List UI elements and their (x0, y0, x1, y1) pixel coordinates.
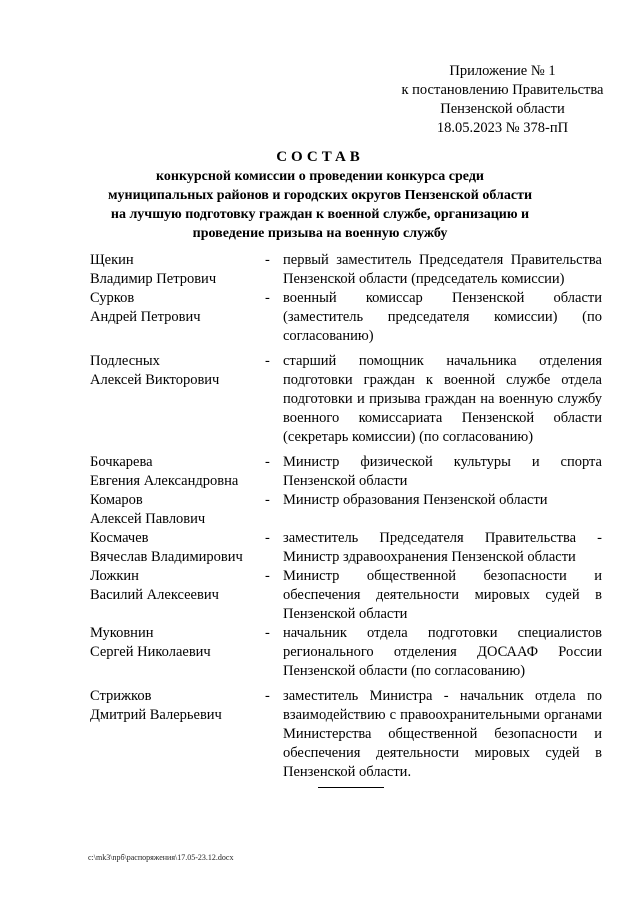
member-row (90, 491, 602, 529)
member-surname: Стрижков (90, 688, 152, 704)
member-dash: - (265, 568, 270, 584)
appendix-date-number: 18.05.2023 № 378-пП (436, 120, 569, 136)
member-surname: Муковнин (90, 625, 154, 641)
appendix-resolution-line: к постановлению Правительства (401, 82, 604, 98)
member-row (90, 624, 602, 681)
member-given-name: Владимир Петрович (90, 271, 217, 287)
member-dash: - (265, 454, 270, 470)
member-name (90, 453, 265, 491)
member-given-name: Алексей Павлович (90, 511, 206, 527)
member-given-name: Василий Алексеевич (90, 587, 219, 603)
member-position: старший помощник начальника отделения подготовки граждан к военной службе отдела подготовки и призыва граждан на военную службу военного комиссариата Пензенской области (секретарь комиссии) (по согласованию) (283, 353, 602, 445)
member-given-name: Андрей Петрович (90, 309, 201, 325)
member-name (90, 251, 265, 289)
member-dash: - (265, 625, 270, 641)
member-surname: Щекин (90, 252, 134, 268)
member-surname: Сурков (90, 290, 135, 306)
member-name (90, 352, 265, 447)
member-row (90, 567, 602, 624)
member-name (90, 624, 265, 681)
appendix-region-line: Пензенской области (440, 101, 565, 117)
member-surname: Комаров (90, 492, 143, 508)
member-position: Министр образования Пензенской области (283, 492, 548, 508)
member-row (90, 251, 602, 289)
member-position: военный комиссар Пензенской области (заместитель председателя комиссии) (по согласованию) (283, 290, 602, 344)
member-position: заместитель Министра - начальник отдела по взаимодействию с правоохранительными органами Министерства общественной безопасности и обеспечения деятельности мировых судей в Пензенской области. (283, 688, 602, 780)
member-position: начальник отдела подготовки специалистов регионального отделения ДОСААФ России Пензенской области (по согласованию) (283, 625, 602, 679)
member-position: первый заместитель Председателя Правительства Пензенской области (председатель комиссии) (283, 252, 602, 287)
member-row (90, 529, 602, 567)
appendix-number: Приложение № 1 (449, 63, 556, 79)
member-name (90, 289, 265, 346)
member-dash: - (265, 353, 270, 369)
member-name (90, 567, 265, 624)
subtitle-line: конкурсной комиссии о проведении конкурса среди (156, 169, 484, 184)
member-row (90, 453, 602, 491)
member-surname: Космачев (90, 530, 149, 546)
closing-rule (318, 787, 384, 788)
member-dash: - (265, 290, 270, 306)
subtitle-line: на лучшую подготовку граждан к военной службе, организацию и (110, 207, 530, 222)
member-surname: Бочкарева (90, 454, 153, 470)
member-surname: Подлесных (90, 353, 160, 369)
member-given-name: Сергей Николаевич (90, 644, 211, 660)
member-row (90, 352, 602, 447)
member-surname: Ложкин (90, 568, 139, 584)
member-name (90, 687, 265, 782)
member-position: Министр общественной безопасности и обеспечения деятельности мировых судей в Пензенской области (283, 568, 602, 622)
document-subtitle (60, 167, 580, 243)
member-dash: - (265, 530, 270, 546)
commission-members-list (90, 251, 602, 782)
member-given-name: Алексей Викторович (90, 372, 220, 388)
document-title: СОСТАВ (276, 149, 364, 165)
member-position: Министр физической культуры и спорта Пензенской области (283, 454, 602, 489)
subtitle-line: проведение призыва на военную службу (192, 226, 448, 241)
member-row (90, 289, 602, 346)
member-given-name: Вячеслав Владимирович (90, 549, 243, 565)
member-given-name: Дмитрий Валерьевич (90, 707, 222, 723)
appendix-header (380, 62, 625, 138)
footer-file-path: c:\mk3\npб\распоряжения\17.05-23.12.docx (88, 853, 234, 862)
member-dash: - (265, 688, 270, 704)
member-row (90, 687, 602, 782)
subtitle-line: муниципальных районов и городских округов Пензенской области (107, 188, 533, 203)
member-name (90, 529, 265, 567)
member-name (90, 491, 265, 529)
member-dash: - (265, 252, 270, 268)
member-position: заместитель Председателя Правительства - Министр здравоохранения Пензенской области (283, 530, 602, 565)
member-dash: - (265, 492, 270, 508)
member-given-name: Евгения Александровна (90, 473, 239, 489)
